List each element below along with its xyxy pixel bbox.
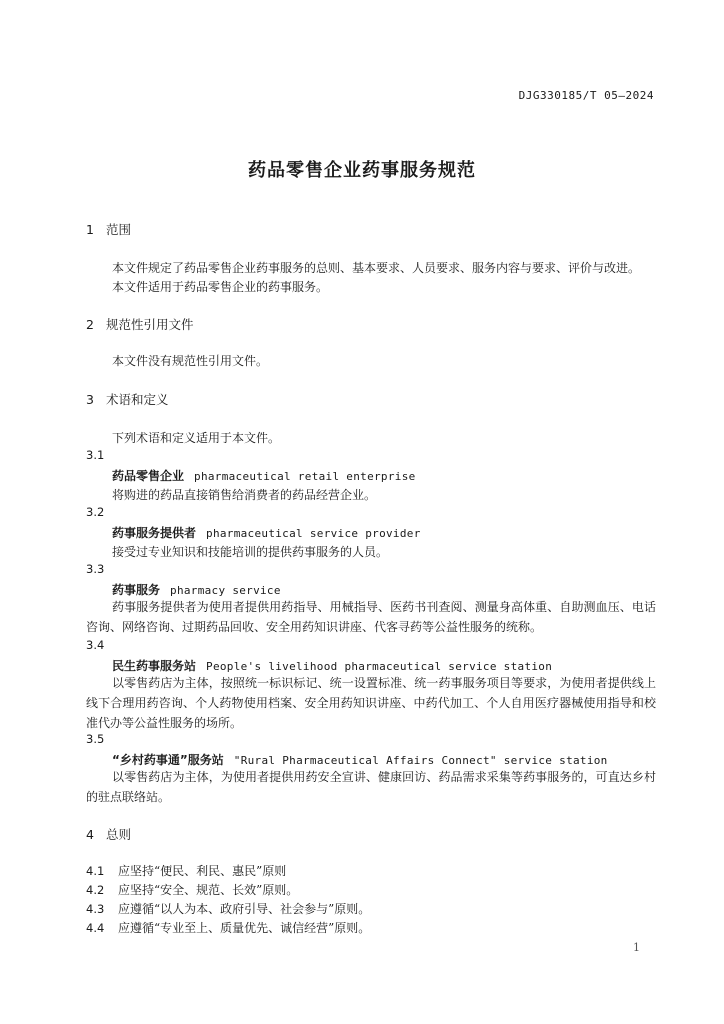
section-title: 术语和定义 <box>106 392 169 407</box>
term-definition: 以零售药店为主体，为使用者提供用药安全宣讲、健康回访、药品需求采集等药事服务的，可直达乡村的驻点联络站。 <box>86 770 656 804</box>
page-title: 药品零售企业药事服务规范 <box>248 160 476 181</box>
document-number: DJG330185/T 05—2024 <box>518 89 654 102</box>
term-number: 3.1 <box>86 448 105 462</box>
section-title: 规范性引用文件 <box>106 317 194 332</box>
term-entry <box>112 657 552 674</box>
term-entry <box>112 581 281 598</box>
clause-text: 应遵循“专业至上、质量优先、诚信经营”原则。 <box>118 921 371 935</box>
term-chinese: 药事服务提供者 <box>112 526 197 540</box>
term-chinese: 药品零售企业 <box>112 469 185 483</box>
term-chinese: 药事服务 <box>112 583 161 597</box>
term-entry <box>112 524 421 541</box>
clause-text: 应遵循“以人为本、政府引导、社会参与”原则。 <box>118 902 371 916</box>
clause-number: 4.1 <box>86 864 105 878</box>
clause-number: 4.4 <box>86 921 105 935</box>
section-title: 范围 <box>106 222 132 237</box>
clause <box>86 862 286 879</box>
clause <box>86 881 298 898</box>
paragraph: 下列术语和定义适用于本文件。 <box>112 431 281 445</box>
term-chinese: 民生药事服务站 <box>112 659 197 673</box>
term-english: People's livelihood pharmaceutical service station <box>206 660 553 673</box>
term-english: "Rural Pharmaceutical Affairs Connect" service station <box>233 754 608 767</box>
section-2-heading <box>86 315 194 333</box>
clause-text: 应坚持“安全、规范、长效”原则。 <box>118 883 299 897</box>
section-3-heading <box>86 390 169 408</box>
term-number: 3.2 <box>86 505 105 519</box>
term-number: 3.4 <box>86 638 105 652</box>
term-english: pharmacy service <box>170 584 281 597</box>
term-definition: 接受过专业知识和技能培训的提供药事服务的人员。 <box>112 545 389 559</box>
paragraph: 本文件适用于药品零售企业的药事服务。 <box>112 280 329 294</box>
clause <box>86 900 370 917</box>
paragraph: 本文件规定了药品零售企业药事服务的总则、基本要求、人员要求、服务内容与要求、评价与改进。 <box>112 261 641 275</box>
term-definition: 将购进的药品直接销售给消费者的药品经营企业。 <box>112 488 377 502</box>
section-number: 3 <box>86 392 94 407</box>
term-number: 3.3 <box>86 562 105 576</box>
page-number: 1 <box>633 941 640 954</box>
section-number: 2 <box>86 317 94 332</box>
clause-text: 应坚持“便民、利民、惠民”原则 <box>118 864 287 878</box>
clause-number: 4.3 <box>86 902 105 916</box>
section-title: 总则 <box>106 827 132 842</box>
term-definition: 药事服务提供者为使用者提供用药指导、用械指导、医药书刊查阅、测量身高体重、自助测血压、电话咨询、网络咨询、过期药品回收、安全用药知识讲座、代客寻药等公益性服务的统称。 <box>86 600 656 634</box>
section-4-heading <box>86 825 131 843</box>
clause-number: 4.2 <box>86 883 105 897</box>
term-english: pharmaceutical retail enterprise <box>194 470 416 483</box>
term-entry <box>112 751 608 768</box>
clause <box>86 919 370 936</box>
paragraph: 本文件没有规范性引用文件。 <box>112 354 269 368</box>
section-number: 4 <box>86 827 94 842</box>
term-chinese: “乡村药事通”服务站 <box>112 753 224 767</box>
section-number: 1 <box>86 222 94 237</box>
term-entry <box>112 467 416 484</box>
term-english: pharmaceutical service provider <box>206 527 421 540</box>
term-definition: 以零售药店为主体，按照统一标识标记、统一设置标准、统一药事服务项目等要求，为使用者提供线上线下合理用药咨询、个人药物使用档案、安全用药知识讲座、中药代加工、个人自用医疗器械使用指导和校准代办等公益性服务的场所。 <box>86 676 656 730</box>
term-number: 3.5 <box>86 732 105 746</box>
section-1-heading <box>86 220 131 238</box>
